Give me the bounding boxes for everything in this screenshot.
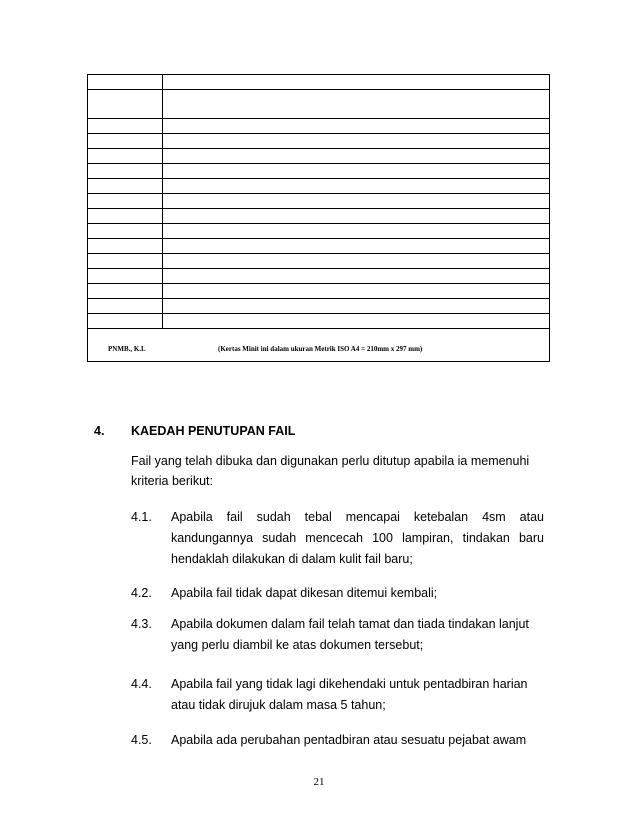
list-item-number: 4.3. (131, 617, 152, 631)
table-row (88, 179, 550, 194)
table-footer-row (88, 329, 550, 362)
list-item-number: 4.1. (131, 510, 152, 524)
footer-paper-size-note: (Kertas Minit ini dalam ukuran Metrik ISO A4 = 210mm x 297 mm) (218, 345, 423, 353)
section-number: 4. (94, 424, 105, 438)
table-row (88, 209, 550, 224)
table-row (88, 314, 550, 329)
list-item-text: Apabila ada perubahan pentadbiran atau sesuatu pejabat awam (171, 733, 527, 747)
table-row (88, 284, 550, 299)
section-title: KAEDAH PENUTUPAN FAIL (131, 424, 296, 438)
list-item-number: 4.2. (131, 586, 152, 600)
list-item-number: 4.5. (131, 733, 152, 747)
minute-sheet-table (87, 74, 550, 362)
list-item-text: Apabila fail yang tidak lagi dikehendaki untuk pentadbiran harian atau tidak dirujuk dalam masa 5 tahun; (171, 677, 528, 712)
table-row (88, 299, 550, 314)
table-row (88, 269, 550, 284)
table-row (88, 239, 550, 254)
list-item-text: Apabila dokumen dalam fail telah tamat dan tiada tindakan lanjut yang perlu diambil ke atas dokumen tersebut; (171, 617, 529, 652)
list-item-text: Apabila fail sudah tebal mencapai ketebalan 4sm atau kandungannya sudah mencecah 100 lampiran, tindakan baru hendaklah dilakukan di dalam kulit fail baru; (171, 510, 544, 566)
table-row (88, 75, 550, 90)
footer-office-label: PNMB., K.L (108, 345, 146, 353)
table-row (88, 90, 550, 119)
list-item-number: 4.4. (131, 677, 152, 691)
table-row (88, 119, 550, 134)
table-row (88, 164, 550, 179)
list-item-text: Apabila fail tidak dapat dikesan ditemui kembali; (171, 586, 438, 600)
page-number: 21 (313, 776, 325, 788)
section-intro: Fail yang telah dibuka dan digunakan perlu ditutup apabila ia memenuhi kriteria berikut: (131, 454, 530, 488)
table-row (88, 254, 550, 269)
table-row (88, 149, 550, 164)
table-row (88, 194, 550, 209)
table-row (88, 134, 550, 149)
table-row (88, 224, 550, 239)
